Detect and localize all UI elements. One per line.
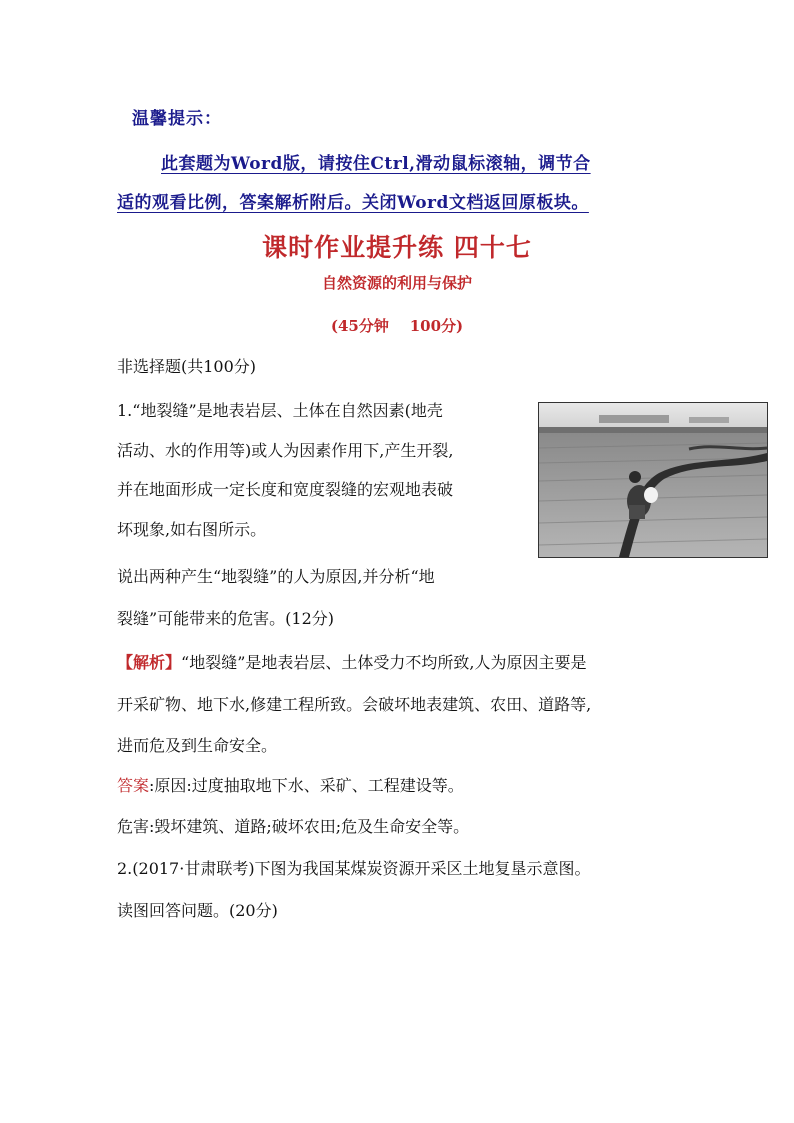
time-score-line: (45分钟 100分) — [330, 317, 464, 335]
question-2-line: 2.(2017·甘肃联考)下图为我国某煤炭资源开采区土地复垦示意图。 — [117, 859, 591, 878]
page-title: 课时作业提升练 四十七 — [262, 233, 532, 262]
analysis-text: “地裂缝”是地表岩层、土体受力不均所致,人为原因主要是 — [181, 653, 587, 672]
section-heading: 非选择题(共100分) — [117, 357, 257, 376]
question-1-line: 坏现象,如右图所示。 — [117, 520, 267, 539]
question-1-line: 活动、水的作用等)或人为因素作用下,产生开裂, — [117, 441, 454, 460]
page-subtitle: 自然资源的利用与保护 — [321, 274, 472, 292]
analysis-tag: 【解析】 — [117, 653, 182, 672]
answer-line — [117, 773, 464, 796]
answer-text: :原因:过度抽取地下水、采矿、工程建设等。 — [149, 776, 464, 795]
tip-line-1: 此套题为Word版，请按住Ctrl,滑动鼠标滚轴，调节合 — [161, 154, 591, 174]
answer-line: 危害:毁坏建筑、道路;破坏农田;危及生命安全等。 — [117, 817, 470, 836]
analysis-line — [117, 650, 586, 673]
answer-tag: 答案 — [117, 776, 150, 795]
question-1-line: 说出两种产生“地裂缝”的人为原因,并分析“地 — [117, 567, 435, 586]
tip-line-2: 适的观看比例，答案解析附后。关闭Word文档返回原板块。 — [117, 193, 589, 213]
question-1-line: 并在地面形成一定长度和宽度裂缝的宏观地表破 — [117, 480, 454, 499]
analysis-line: 开采矿物、地下水,修建工程所致。会破坏地表建筑、农田、道路等, — [117, 695, 592, 714]
analysis-line: 进而危及到生命安全。 — [117, 736, 278, 755]
question-1-line: 1.“地裂缝”是地表岩层、土体在自然因素(地壳 — [117, 401, 443, 420]
question-2-line: 读图回答问题。(20分) — [117, 901, 278, 920]
question-1-line: 裂缝”可能带来的危害。(12分) — [117, 609, 335, 628]
tip-title: 温馨提示： — [132, 109, 222, 129]
ground-fissure-photo-icon — [538, 402, 768, 558]
